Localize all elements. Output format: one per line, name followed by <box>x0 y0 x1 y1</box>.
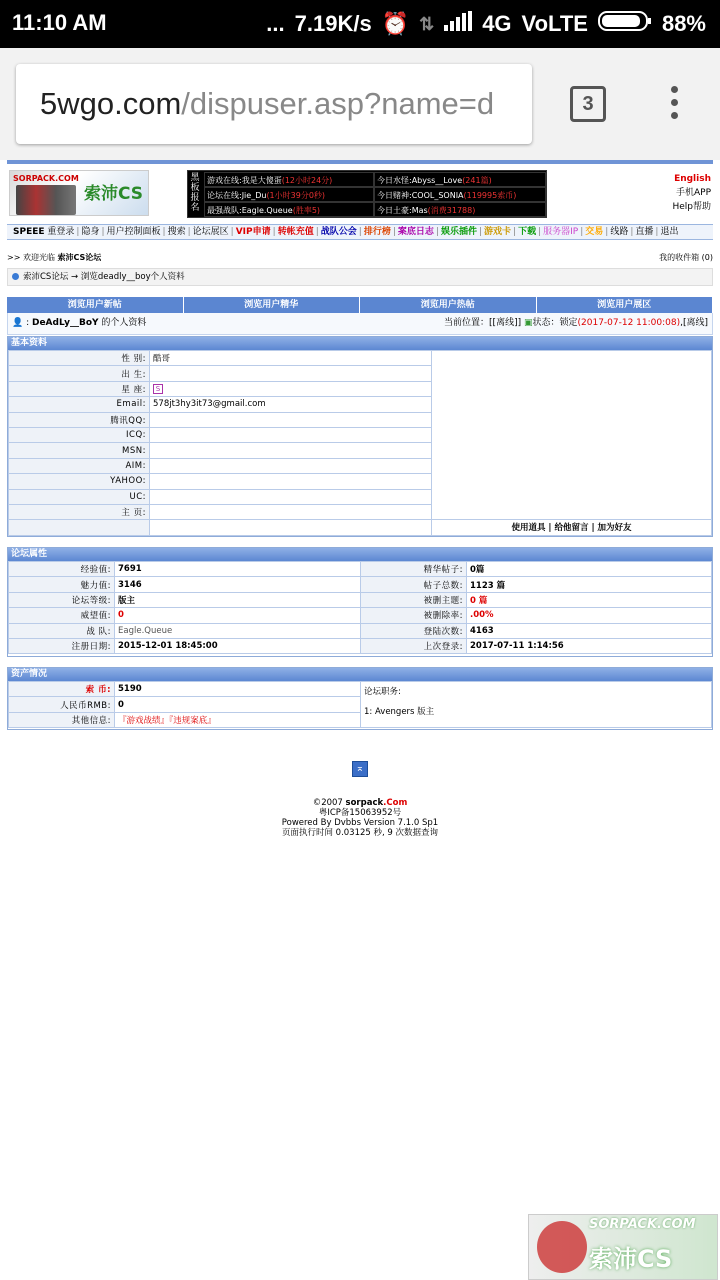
header-links <box>672 172 711 214</box>
network-speed: 7.19K/s <box>294 11 372 36</box>
notification-dots: ... <box>266 11 285 36</box>
basic-info-label: YAHOO: <box>9 474 150 489</box>
site-logo[interactable] <box>9 170 149 216</box>
forum-attr-label: 论坛等级: <box>9 592 115 607</box>
nav-item[interactable]: 案底日志 <box>397 227 434 237</box>
forum-attr-label: 登陆次数: <box>361 623 467 638</box>
user-tab[interactable]: 浏览用户新帖 <box>7 297 184 313</box>
user-status <box>444 313 708 333</box>
basic-info-table <box>8 350 712 536</box>
blackboard-row[interactable] <box>374 202 546 217</box>
nav-item[interactable]: 用户控制面板 <box>106 227 161 237</box>
tab-switcher-button[interactable]: 3 <box>570 86 606 122</box>
blackboard-extra: (1小时39分0秒) <box>266 191 326 200</box>
blackboard-text: 游戏在线:我是大傻蛋 <box>207 176 282 185</box>
overflow-menu-icon[interactable] <box>668 86 680 122</box>
alarm-icon: ⏰ <box>381 11 410 36</box>
watermark-emblem <box>537 1221 587 1273</box>
nav-separator: | <box>187 227 191 237</box>
forum-attr-table <box>8 561 712 654</box>
basic-info-value <box>150 474 432 489</box>
network-type: 4G <box>482 11 512 36</box>
nav-separator: | <box>315 227 319 237</box>
nav-item[interactable]: 论坛展区 <box>192 227 229 237</box>
nav-item[interactable]: 游戏卡 <box>484 227 512 237</box>
blackboard-extra: (241篇) <box>462 176 492 185</box>
blackboard-row[interactable] <box>204 202 374 217</box>
state-time: (2017-07-12 11:00:08) <box>577 318 681 328</box>
user-tab[interactable]: 浏览用户热帖 <box>360 297 537 313</box>
forum-attr-value: 2015-12-01 18:45:00 <box>115 638 361 653</box>
basic-info-row <box>9 351 712 366</box>
welcome-forum-link[interactable]: 索沛CS论坛 <box>57 253 102 262</box>
basic-info-value <box>150 458 432 473</box>
footer <box>0 798 720 838</box>
duty-value[interactable]: 1: Avengers 版主 <box>364 707 435 717</box>
basic-info-value-text[interactable]: 578jt3hy3it73@gmail.com <box>153 399 266 410</box>
nav-item[interactable]: SPEEE <box>13 227 45 237</box>
english-link[interactable]: English <box>674 174 711 184</box>
blackboard-row[interactable] <box>374 187 546 202</box>
blackboard-text: 今日土豪:Mas <box>377 206 428 215</box>
site-header <box>7 164 713 220</box>
forum-attr-row <box>9 562 712 577</box>
blackboard-row[interactable] <box>204 187 374 202</box>
nav-separator: | <box>538 227 542 237</box>
forum-attr-value: .00% <box>467 608 712 623</box>
forum-attr-value[interactable]: Eagle.Queue <box>115 623 361 638</box>
blackboard-extra: (消费31788) <box>427 206 476 215</box>
footer-powered[interactable]: Powered By Dvbbs Version 7.1.0 Sp1 <box>281 818 439 828</box>
blackboard <box>187 170 547 218</box>
nav-separator: | <box>435 227 439 237</box>
avatar-area <box>432 351 712 520</box>
blackboard-extra: (胜率5) <box>292 206 321 215</box>
watermark-bottom: 索沛CS <box>589 1245 673 1273</box>
footer-exec: 页面执行时间 0.03125 秒, 9 次数据查询 <box>281 828 439 838</box>
battery-percent: 88% <box>661 11 706 36</box>
help-link[interactable]: Help帮助 <box>672 202 711 212</box>
forum-attr-label: 被删除率: <box>361 608 467 623</box>
forum-attr-title: 论坛属性 <box>8 548 712 561</box>
forum-attr-label: 战 队: <box>9 623 115 638</box>
nav-item[interactable]: 退出 <box>660 227 679 237</box>
inbox-link[interactable]: 我的收件箱 (0) <box>659 253 713 262</box>
logo-small-text: SORPACK.COM <box>13 174 79 183</box>
status-bar <box>0 0 720 48</box>
welcome-line <box>7 252 713 264</box>
basic-info-label: UC: <box>9 489 150 504</box>
zodiac-icon: S <box>153 384 163 394</box>
status-icon: ▣ <box>523 318 533 328</box>
nav-item[interactable]: 隐身 <box>81 227 100 237</box>
basic-info-empty <box>150 520 432 535</box>
basic-info-label: ICQ: <box>9 427 150 442</box>
url-path: /dispuser.asp?name=d <box>181 86 495 121</box>
forum-attr-row <box>9 608 712 623</box>
nav-item[interactable]: VIP申请 <box>235 227 271 237</box>
forum-attr-label: 上次登录: <box>361 638 467 653</box>
basic-info-value <box>150 504 432 519</box>
blackboard-text: 最强战队:Eagle.Queue <box>207 206 293 215</box>
forum-attr-row <box>9 592 712 607</box>
volte-label: VoLTE <box>521 11 588 36</box>
forum-attr-value: 7691 <box>115 562 361 577</box>
breadcrumb-text[interactable]: 索沛CS论坛 → 浏览deadly__boy个人资料 <box>23 272 185 282</box>
basic-info-section <box>7 336 713 537</box>
copyright-com[interactable]: .Com <box>383 798 408 808</box>
watermark-top: SORPACK.COM <box>589 1217 696 1232</box>
nav-item[interactable]: 转帐充值 <box>277 227 314 237</box>
address-bar[interactable] <box>16 64 532 144</box>
nav-separator: | <box>230 227 234 237</box>
forum-attr-label: 经验值: <box>9 562 115 577</box>
nav-item[interactable]: 线路 <box>610 227 629 237</box>
nav-separator: | <box>162 227 166 237</box>
forum-attr-value: 0 <box>115 608 361 623</box>
forum-duty <box>361 682 712 728</box>
nav-separator: | <box>478 227 482 237</box>
forum-attr-label: 精华帖子: <box>361 562 467 577</box>
breadcrumb <box>7 268 713 286</box>
blackboard-left <box>204 172 374 217</box>
forum-attr-label: 魅力值: <box>9 577 115 592</box>
basic-info-value <box>150 489 432 504</box>
assets-section <box>7 667 713 730</box>
user-suffix: 的个人资料 <box>101 318 147 328</box>
sorpack-watermark <box>528 1214 718 1280</box>
blackboard-label: 黑板报名 <box>190 173 200 213</box>
basic-info-label: Email: <box>9 397 150 412</box>
nav-item[interactable]: 服务器IP <box>543 227 579 237</box>
data-transfer-icon: ⇅ <box>419 13 435 34</box>
forum-attr-value: 4163 <box>467 623 712 638</box>
nav-separator: | <box>513 227 517 237</box>
nav-separator: | <box>358 227 362 237</box>
browser-toolbar <box>0 48 720 160</box>
assets-value: 5190 <box>115 682 361 697</box>
assets-label: 其他信息: <box>9 712 115 727</box>
blackboard-extra: (12小时24分) <box>281 176 333 185</box>
forum-attr-value: 2017-07-11 1:14:56 <box>467 638 712 653</box>
blackboard-extra: (119995索币) <box>463 191 517 200</box>
nav-separator: | <box>605 227 609 237</box>
main-nav <box>7 224 713 240</box>
nav-item[interactable]: 重登录 <box>47 227 75 237</box>
basic-info-label: 星 座: <box>9 381 150 396</box>
forum-attr-value: 0 篇 <box>467 592 712 607</box>
logo-figures <box>16 185 76 215</box>
footer-copyright <box>0 798 720 808</box>
assets-value[interactable]: 『游戏战绩』『违规案底』 <box>115 712 361 727</box>
nav-separator: | <box>630 227 634 237</box>
basic-info-value <box>150 412 432 427</box>
assets-row <box>9 682 712 697</box>
blackboard-text: 今日赌神:COOL_SONIA <box>377 191 464 200</box>
forum-attr-row <box>9 638 712 653</box>
logo-name: 索沛CS <box>84 184 144 204</box>
user-tab[interactable]: 浏览用户展区 <box>537 297 714 313</box>
nav-separator: | <box>101 227 105 237</box>
nav-separator: | <box>580 227 584 237</box>
basic-info-value <box>150 366 432 381</box>
welcome-prefix: >> 欢迎光临 <box>7 253 55 262</box>
nav-item[interactable]: 娱乐插件 <box>440 227 477 237</box>
position-label: 当前位置：[[离线]] <box>444 318 522 328</box>
nav-item[interactable]: 交易 <box>585 227 604 237</box>
mobile-app-link[interactable]: 手机APP <box>675 188 711 198</box>
forum-attr-value: 0篇 <box>467 562 712 577</box>
forum-attr-value: 版主 <box>115 592 361 607</box>
user-tab[interactable]: 浏览用户精华 <box>184 297 361 313</box>
state-end: ,[离线] <box>680 318 708 328</box>
copyright-prefix: ©2007 <box>312 798 346 808</box>
basic-info-label: AIM: <box>9 458 150 473</box>
forum-attr-value: 1123 篇 <box>467 577 712 592</box>
forum-attr-label: 注册日期: <box>9 638 115 653</box>
signal-icon <box>444 11 472 37</box>
nav-separator: | <box>76 227 80 237</box>
user-icon: 👤 <box>12 318 24 328</box>
duty-label: 论坛职务: <box>364 687 401 697</box>
basic-info-label: MSN: <box>9 443 150 458</box>
basic-info-empty <box>9 520 150 535</box>
copyright-site[interactable]: sorpack <box>345 798 384 808</box>
status-indicators <box>266 10 706 38</box>
user-actions[interactable]: 使用道具 | 给他留言 | 加为好友 <box>432 520 712 535</box>
nav-item[interactable]: 搜索 <box>167 227 186 237</box>
blackboard-row[interactable] <box>204 172 374 187</box>
basic-info-label: 出 生: <box>9 366 150 381</box>
basic-info-row <box>9 520 712 535</box>
battery-icon <box>598 10 652 38</box>
basic-info-value <box>150 443 432 458</box>
url-host: 5wgo.com <box>40 86 182 121</box>
nav-item[interactable]: 战队公会 <box>320 227 357 237</box>
nav-item[interactable]: 直播 <box>635 227 654 237</box>
assets-title: 资产情况 <box>8 668 712 681</box>
nav-separator: | <box>655 227 659 237</box>
blackboard-right <box>374 172 546 217</box>
forum-attr-row <box>9 623 712 638</box>
blackboard-text: 论坛在线:Jie_Du <box>207 191 267 200</box>
assets-label: 人民币RMB: <box>9 697 115 712</box>
forum-attr-row <box>9 577 712 592</box>
basic-info-value <box>150 427 432 442</box>
back-to-top-icon[interactable]: ⌅ <box>352 761 368 777</box>
assets-table <box>8 681 712 728</box>
breadcrumb-bullet-icon <box>12 273 19 280</box>
forum-attr-label: 被删主题: <box>361 592 467 607</box>
forum-attr-value: 3146 <box>115 577 361 592</box>
nav-item[interactable]: 排行榜 <box>363 227 391 237</box>
footer-icp[interactable]: 粤ICP备15063952号 <box>318 808 402 818</box>
forum-attr-label: 威望值: <box>9 608 115 623</box>
blackboard-row[interactable] <box>374 172 546 187</box>
user-name[interactable]: DeAdLy__BoY <box>31 318 99 328</box>
state-label: 状态：锁定 <box>532 318 578 328</box>
nav-separator: | <box>272 227 276 237</box>
basic-info-label: 性 别: <box>9 351 150 366</box>
forum-attr-label: 帖子总数: <box>361 577 467 592</box>
basic-info-value <box>150 351 432 366</box>
assets-label: 索 币: <box>9 682 115 697</box>
basic-info-value-text: 酷哥 <box>153 354 171 365</box>
assets-value: 0 <box>115 697 361 712</box>
user-info-bar: 👤 : DeAdLy__BoY 的个人资料 当前位置：[[离线]] ▣状态：锁定(2017-07-12 11:00:08),[离线] <box>7 313 713 335</box>
forum-attr-section <box>7 547 713 657</box>
basic-info-value <box>150 381 432 396</box>
status-time: 11:10 AM <box>12 10 107 35</box>
basic-info-title: 基本资料 <box>8 337 712 350</box>
basic-info-label: 主 页: <box>9 504 150 519</box>
nav-separator: | <box>392 227 396 237</box>
blackboard-text: 今日水怪:Abyss__Love <box>377 176 463 185</box>
basic-info-value <box>150 397 432 412</box>
basic-info-label: 腾讯QQ: <box>9 412 150 427</box>
nav-item[interactable]: 下载 <box>518 227 537 237</box>
web-page <box>0 160 720 1280</box>
user-tabs <box>7 297 713 313</box>
